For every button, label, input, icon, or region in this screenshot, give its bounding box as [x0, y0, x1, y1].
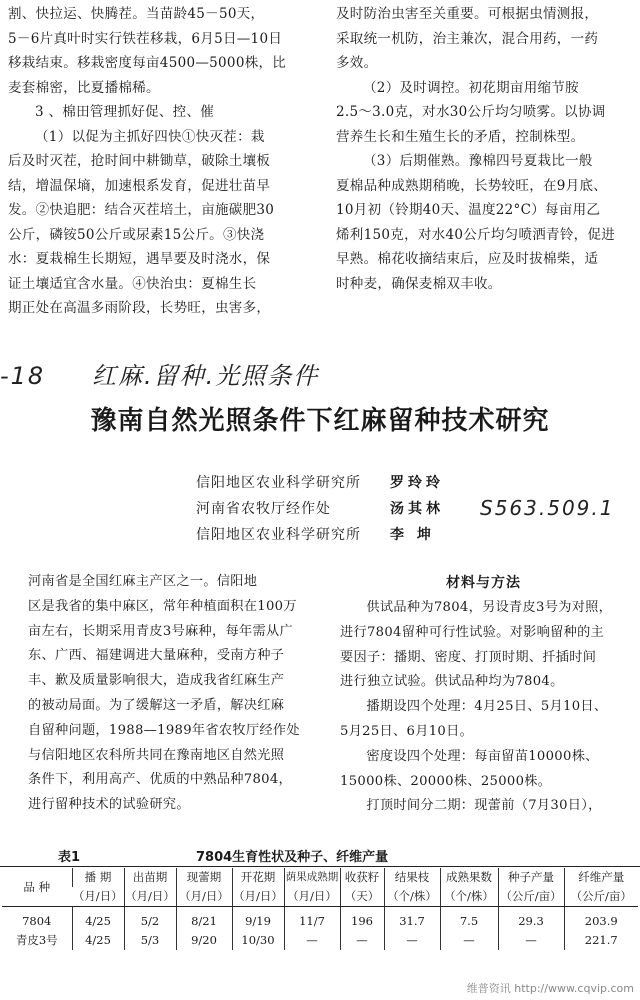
text-line: 5月25日、6月10日。	[340, 723, 474, 739]
table-header	[284, 868, 340, 887]
text-line: 早熟。棉花收摘结束后，应及时拔棉柴，适	[336, 251, 599, 267]
text-line: 麦套棉密，比夏播棉稀。	[8, 79, 160, 96]
top-left-column	[8, 2, 304, 321]
text-line: 及时防治虫害至关重要。可根据虫情测报，	[336, 6, 599, 22]
page-mark-annotation: -18	[0, 362, 46, 390]
text-line: 2.5～3.0克，对水30公斤均匀喷雾。以协调	[336, 104, 606, 120]
table-header-text: 荫果成熟期	[285, 871, 339, 883]
intro-column	[28, 570, 318, 818]
table-cell: 31.7	[384, 907, 440, 932]
table-header	[440, 868, 498, 887]
table-cell: 11/7	[284, 907, 340, 932]
text-line: （1）以促为主抓好四快①快灭茬：栽	[35, 128, 265, 145]
table-unit: （月/日）	[72, 887, 124, 907]
top-right-column	[336, 2, 636, 296]
table-cell: 8/21	[176, 907, 232, 932]
table-row	[2, 907, 638, 932]
text-line: 结，增温保墒，加速根系发育，促进壮苗早	[8, 177, 271, 194]
table-cell: 203.9	[564, 907, 638, 932]
table-unit: （月/日）	[124, 887, 176, 907]
table-cell: —	[384, 931, 440, 950]
table-cell: 196	[340, 907, 384, 932]
table-cell: 7804	[22, 914, 52, 928]
table-cell: —	[284, 931, 340, 950]
table-cell: 青皮3号	[15, 933, 58, 947]
watermark: 维普资讯 http://www.cqvip.com	[466, 982, 634, 995]
text-line: 的被动局面。为了缓解这一矛盾，解决红麻	[28, 697, 285, 713]
table-header	[72, 868, 124, 887]
text-line: 要因子：播期、密度、打顶时期、扦插时间	[340, 649, 597, 665]
table-header-text: 收获籽	[344, 870, 380, 884]
table-cell: 221.7	[564, 931, 638, 950]
author-name: 罗玲玲	[390, 475, 444, 491]
table-unit: （月/日）	[284, 887, 340, 907]
table-cell: 10/30	[232, 931, 284, 950]
table-header-text: 开花期	[240, 870, 276, 884]
text-line: （2）及时调控。初花期亩用缩节胺	[363, 79, 579, 96]
table-unit: （月/日）	[232, 887, 284, 907]
table-header	[340, 868, 384, 887]
text-line: 烯利150克，对水40公斤均匀喷洒青铃，促进	[336, 226, 616, 243]
text-line: 15000株、20000株、25000株。	[340, 773, 552, 789]
author-institution: 河南省农牧厅经作处	[196, 501, 331, 517]
table-cell: 4/25	[72, 931, 124, 950]
table-header	[2, 868, 72, 907]
table-header	[176, 868, 232, 887]
table-header	[124, 868, 176, 887]
text-line: 后及时灭茬，抢时间中耕锄草，破除土壤板	[8, 153, 271, 169]
text-line: 水：夏栽棉生长期短，遇旱要及时浇水，保	[8, 251, 271, 267]
table-header-text: 纤维产量	[578, 870, 625, 884]
table-cell: 9/19	[232, 907, 284, 932]
table-header-text: 品 种	[23, 879, 51, 894]
text-line: 条件下，利用高产、优质的中熟品种7804，	[28, 772, 293, 788]
table-header	[564, 868, 638, 887]
text-line: 亩左右，长期采用青皮3号麻种，每年需从广	[28, 623, 293, 639]
table-header-text: 现蕾期	[186, 870, 222, 884]
table-label: 表1	[58, 850, 81, 865]
table-cell: 7.5	[440, 907, 498, 932]
table-unit: （公斤/亩）	[564, 887, 638, 907]
table-top-rule	[0, 866, 640, 867]
table-header-text: 播 期	[84, 870, 112, 884]
text-line: 3 、棉田管理抓好促、控、催	[35, 104, 215, 120]
table-cell: 29.3	[498, 907, 564, 932]
text-line: 东、广西、福建调进大量麻种，受南方种子	[28, 648, 285, 664]
text-line: 时种麦，确保麦棉双丰收。	[336, 275, 502, 292]
table-unit: （个/株）	[440, 887, 498, 907]
table-cell: 5/2	[124, 907, 176, 932]
table-unit-row	[2, 887, 638, 907]
text-line: 进行独立试验。供试品种均为7804。	[340, 674, 564, 690]
text-line: 多效。	[336, 55, 378, 71]
table-header	[384, 868, 440, 887]
text-line: 密度设四个处理：每亩留苗10000株、	[366, 748, 599, 764]
text-line: 打顶时间分二期：现蕾前（7月30日），	[366, 798, 602, 814]
table-cell: —	[498, 931, 564, 950]
text-line: 移栽结束。移栽密度每亩4500—5000株，比	[8, 55, 287, 71]
table-row	[2, 931, 638, 950]
table-cell: —	[440, 931, 498, 950]
keywords-annotation: 红麻.留种.光照条件	[92, 362, 320, 390]
text-line: 供试品种为7804，另设青皮3号为对照，	[366, 600, 613, 615]
table-unit: （天）	[340, 887, 384, 907]
text-line: 发。②快追肥：结合灭茬培土，亩施碳肥30	[8, 202, 275, 218]
text-line: 公斤，磷铵50公斤或尿素15公斤。③快浇	[8, 226, 265, 243]
section-title: 材料与方法	[446, 575, 521, 591]
text-line: 播期设四个处理：4月25日、5月10日、	[366, 699, 608, 715]
table-cell: 9/20	[176, 931, 232, 950]
text-line: 进行留种技术的试验研究。	[28, 797, 190, 813]
table-caption: 7804生育性状及种子、纤维产量	[196, 850, 389, 865]
article-title: 豫南自然光照条件下红麻留种技术研究	[90, 406, 550, 436]
table-header-text: 成熟果数	[446, 870, 492, 884]
author-name: 李 坤	[390, 527, 435, 543]
text-line: 区是我省的集中麻区，常年种植面积在100万	[28, 598, 297, 614]
text-line: 5－6片真叶时实行铁茬移栽，6月5日—10日	[8, 30, 283, 47]
table-unit: （公斤/亩）	[498, 887, 564, 907]
text-line: 丰、歉及质量影响很大，造成我省红麻生产	[28, 673, 285, 689]
table-unit: （月/日）	[176, 887, 232, 907]
data-table	[2, 868, 638, 950]
text-line: 自留种问题，1988—1989年省农牧厅经作处	[28, 722, 300, 738]
table-header	[498, 868, 564, 887]
text-line: 夏棉品种成熟期稍晚，长势较旺，在9月底、	[336, 177, 608, 194]
table-cell: 5/3	[124, 931, 176, 950]
table-header-text: 种子产量	[508, 870, 554, 884]
text-line: 营养生长和生殖生长的矛盾，控制株型。	[336, 128, 585, 145]
text-line: 10月初（铃期40天、温度22°C）每亩用乙	[336, 202, 601, 218]
text-line: 河南省是全国红麻主产区之一。信阳地	[28, 574, 258, 589]
text-line: 期正处在高温多雨阶段，长势旺，虫害多，	[8, 300, 271, 316]
methods-column	[340, 596, 636, 819]
classification-code-annotation: S563.509.1	[480, 496, 615, 520]
author-name: 汤其林	[390, 501, 444, 517]
table-header-row	[2, 868, 638, 887]
table-cell: 4/25	[72, 907, 124, 932]
author-institution: 信阳地区农业科学研究所	[196, 475, 361, 491]
table-header-text: 结果枝	[394, 870, 430, 884]
text-line: 与信阳地区农科所共同在豫南地区自然光照	[28, 747, 285, 763]
text-line: 进行7804留种可行性试验。对影响留种的主	[340, 624, 605, 640]
text-line: 割、快拉运、快腾茬。当苗龄45－50天，	[8, 6, 265, 22]
author-institution: 信阳地区农业科学研究所	[196, 527, 361, 543]
table-header-text: 出苗期	[132, 870, 168, 884]
text-line: 证土壤适宜含水量。④快治虫：夏棉生长	[8, 275, 257, 292]
table-unit: （个/株）	[384, 887, 440, 907]
table-cell: —	[340, 931, 384, 950]
text-line: 采取统一机防，治主兼次，混合用药，一药	[336, 30, 599, 47]
table-header	[232, 868, 284, 887]
text-line: （3）后期催熟。豫棉四号夏栽比一般	[363, 153, 593, 169]
